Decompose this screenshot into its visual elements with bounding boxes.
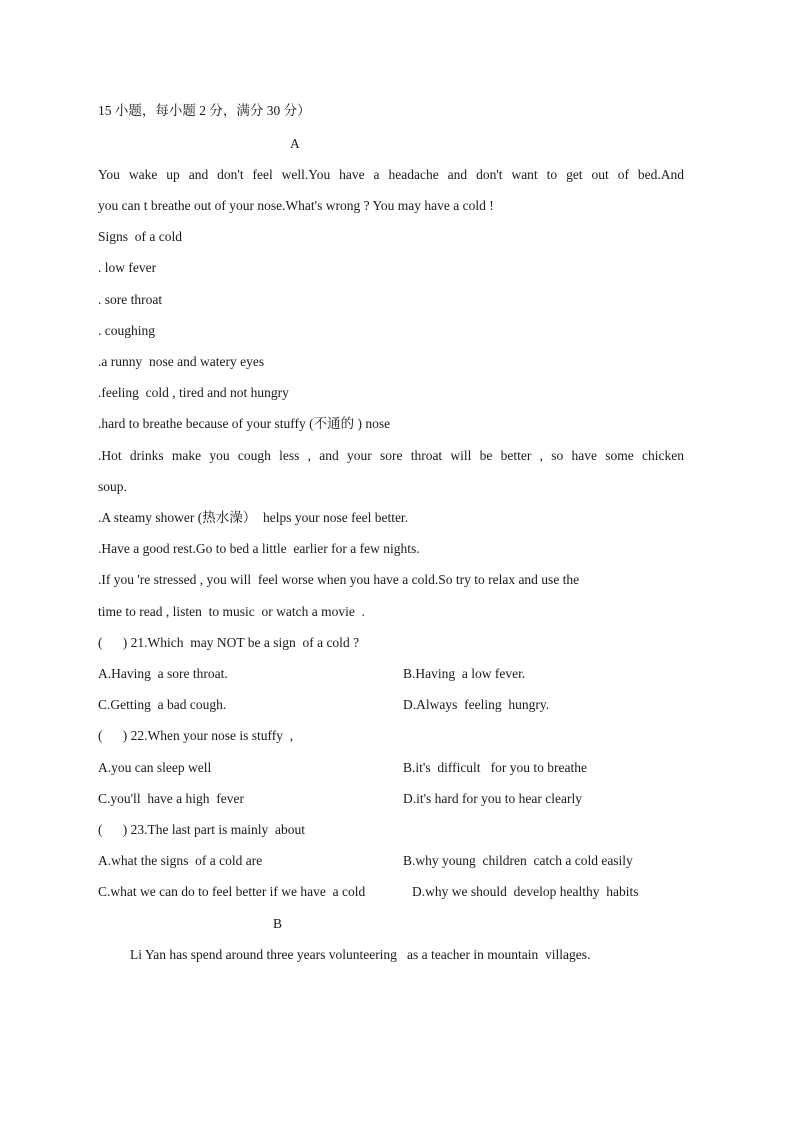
signs-heading: Signs of a cold: [98, 229, 182, 244]
section-header: 15 小题，每小题 2 分，满分 30 分）: [98, 103, 311, 118]
question-22-option-c: C.you'll have a high fever: [98, 791, 245, 806]
passage-b-label: B: [273, 916, 283, 931]
tip-3: .Have a good rest.Go to bed a little earlier for a few nights.: [98, 541, 420, 556]
passage-a-intro-line-2: you can t breathe out of your nose.What's wrong ? You may have a cold !: [98, 198, 494, 213]
question-23-option-d: D.why we should develop healthy habits: [412, 884, 639, 899]
question-21-stem: ( ) 21.Which may NOT be a sign of a cold ?: [98, 635, 360, 650]
tip-4-line-2: time to read , listen to music or watch a movie .: [98, 604, 365, 619]
question-21-option-a: A.Having a sore throat.: [98, 666, 228, 681]
sign-item: .hard to breathe because of your stuffy (不通的 ) nose: [98, 416, 391, 431]
tip-1-line-2: soup.: [98, 479, 127, 494]
question-22-option-a: A.you can sleep well: [98, 760, 212, 775]
question-23-option-c: C.what we can do to feel better if we have a cold: [98, 884, 366, 899]
question-22-stem: ( ) 22.When your nose is stuffy ,: [98, 728, 294, 743]
sign-item: .a runny nose and watery eyes: [98, 354, 265, 369]
sign-item: . sore throat: [98, 292, 163, 307]
passage-a-intro-line-1: You wake up and don't feel well.You have a headache and don't want to get out of bed.And: [98, 167, 684, 182]
question-21-option-c: C.Getting a bad cough.: [98, 697, 227, 712]
question-22-option-d: D.it's hard for you to hear clearly: [403, 791, 582, 806]
question-21-option-d: D.Always feeling hungry.: [403, 697, 550, 712]
tip-4-line-1: .If you 're stressed , you will feel worse when you have a cold.So try to relax and use the: [98, 572, 580, 587]
tip-1-line-1: .Hot drinks make you cough less , and your sore throat will be better , so have some chicken: [98, 448, 684, 463]
question-21-option-b: B.Having a low fever.: [403, 666, 526, 681]
passage-b-first-line: Li Yan has spend around three years volunteering as a teacher in mountain villages.: [130, 947, 591, 962]
sign-item: .feeling cold , tired and not hungry: [98, 385, 289, 400]
question-23-option-b: B.why young children catch a cold easily: [403, 853, 633, 868]
passage-a-label: A: [290, 136, 300, 151]
question-23-option-a: A.what the signs of a cold are: [98, 853, 263, 868]
question-23-stem: ( ) 23.The last part is mainly about: [98, 822, 305, 837]
sign-item: . low fever: [98, 260, 157, 275]
sign-item: . coughing: [98, 323, 155, 338]
question-22-option-b: B.it's difficult for you to breathe: [403, 760, 588, 775]
tip-2: .A steamy shower (热水澡） helps your nose feel better.: [98, 510, 409, 525]
